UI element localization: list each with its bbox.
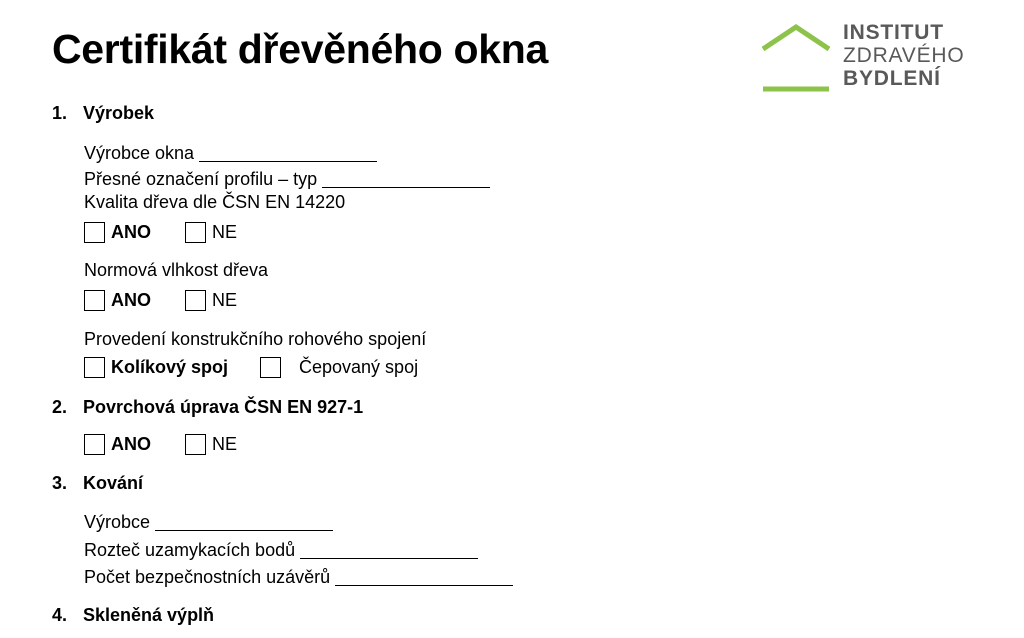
checkbox-moisture-no[interactable]	[185, 290, 237, 311]
section-number: 4.	[52, 605, 68, 625]
fill-in-line[interactable]	[199, 160, 377, 162]
section-3-heading	[52, 473, 143, 494]
fill-in-line[interactable]	[335, 584, 513, 586]
checkbox-label: ANO	[111, 290, 151, 310]
checkbox-label: ANO	[111, 434, 151, 454]
section-1-heading	[52, 103, 154, 124]
field-label: Provedení konstrukčního rohového spojení	[84, 329, 427, 349]
section-title: Povrchová úprava ČSN EN 927-1	[83, 397, 364, 417]
logo-line-1: INSTITUT	[843, 21, 944, 44]
house-roof-logo-icon	[760, 20, 840, 95]
field-corner-joint	[84, 329, 426, 350]
field-label: Výrobce	[84, 512, 151, 532]
field-wood-moisture	[84, 260, 268, 281]
institut-logo	[760, 20, 990, 95]
checkbox-square[interactable]	[185, 434, 206, 455]
checkbox-label: NE	[212, 434, 238, 454]
checkbox-square[interactable]	[84, 222, 105, 243]
checkbox-square[interactable]	[84, 434, 105, 455]
section-2-heading	[52, 397, 363, 418]
section-number: 3.	[52, 473, 68, 493]
checkbox-dowel-joint[interactable]	[84, 357, 228, 378]
section-title: Skleněná výplň	[83, 605, 215, 625]
checkbox-surface-no[interactable]	[185, 434, 237, 455]
checkbox-square[interactable]	[84, 357, 105, 378]
field-label: Počet bezpečnostních uzávěrů	[84, 567, 331, 587]
checkbox-label: NE	[212, 290, 238, 310]
logo-line-3: BYDLENÍ	[843, 67, 941, 90]
section-title: Kování	[83, 473, 144, 493]
field-wood-quality	[84, 192, 345, 213]
logo-text	[843, 21, 965, 90]
checkbox-surface-yes[interactable]	[84, 434, 151, 455]
section-number: 2.	[52, 397, 68, 417]
checkbox-label: Kolíkový spoj	[111, 357, 229, 377]
field-label: Výrobce okna	[84, 143, 195, 163]
logo-line-2: ZDRAVÉHO	[843, 44, 965, 67]
section-title: Výrobek	[83, 103, 155, 123]
page-title: Certifikát dřevěného okna	[52, 26, 549, 72]
checkbox-label: NE	[212, 222, 238, 242]
checkbox-quality-yes[interactable]	[84, 222, 151, 243]
field-window-manufacturer	[84, 143, 377, 164]
checkbox-tenon-joint[interactable]	[260, 357, 418, 378]
field-hardware-manufacturer	[84, 512, 333, 533]
field-label: Kvalita dřeva dle ČSN EN 14220	[84, 192, 346, 212]
field-label: Přesné označení profilu – typ	[84, 169, 318, 189]
field-safety-lock-count	[84, 567, 513, 588]
fill-in-line[interactable]	[300, 557, 478, 559]
checkbox-label: ANO	[111, 222, 151, 242]
checkbox-square[interactable]	[185, 290, 206, 311]
field-label: Normová vlhkost dřeva	[84, 260, 269, 280]
section-number: 1.	[52, 103, 68, 123]
checkbox-square[interactable]	[260, 357, 281, 378]
checkbox-square[interactable]	[185, 222, 206, 243]
fill-in-line[interactable]	[155, 529, 333, 531]
checkbox-label: Čepovaný spoj	[299, 357, 419, 377]
field-profile-type	[84, 169, 490, 190]
field-label: Rozteč uzamykacích bodů	[84, 540, 296, 560]
field-locking-point-spacing	[84, 540, 478, 561]
fill-in-line[interactable]	[322, 186, 490, 188]
checkbox-moisture-yes[interactable]	[84, 290, 151, 311]
checkbox-square[interactable]	[84, 290, 105, 311]
section-4-heading	[52, 605, 214, 626]
checkbox-quality-no[interactable]	[185, 222, 237, 243]
